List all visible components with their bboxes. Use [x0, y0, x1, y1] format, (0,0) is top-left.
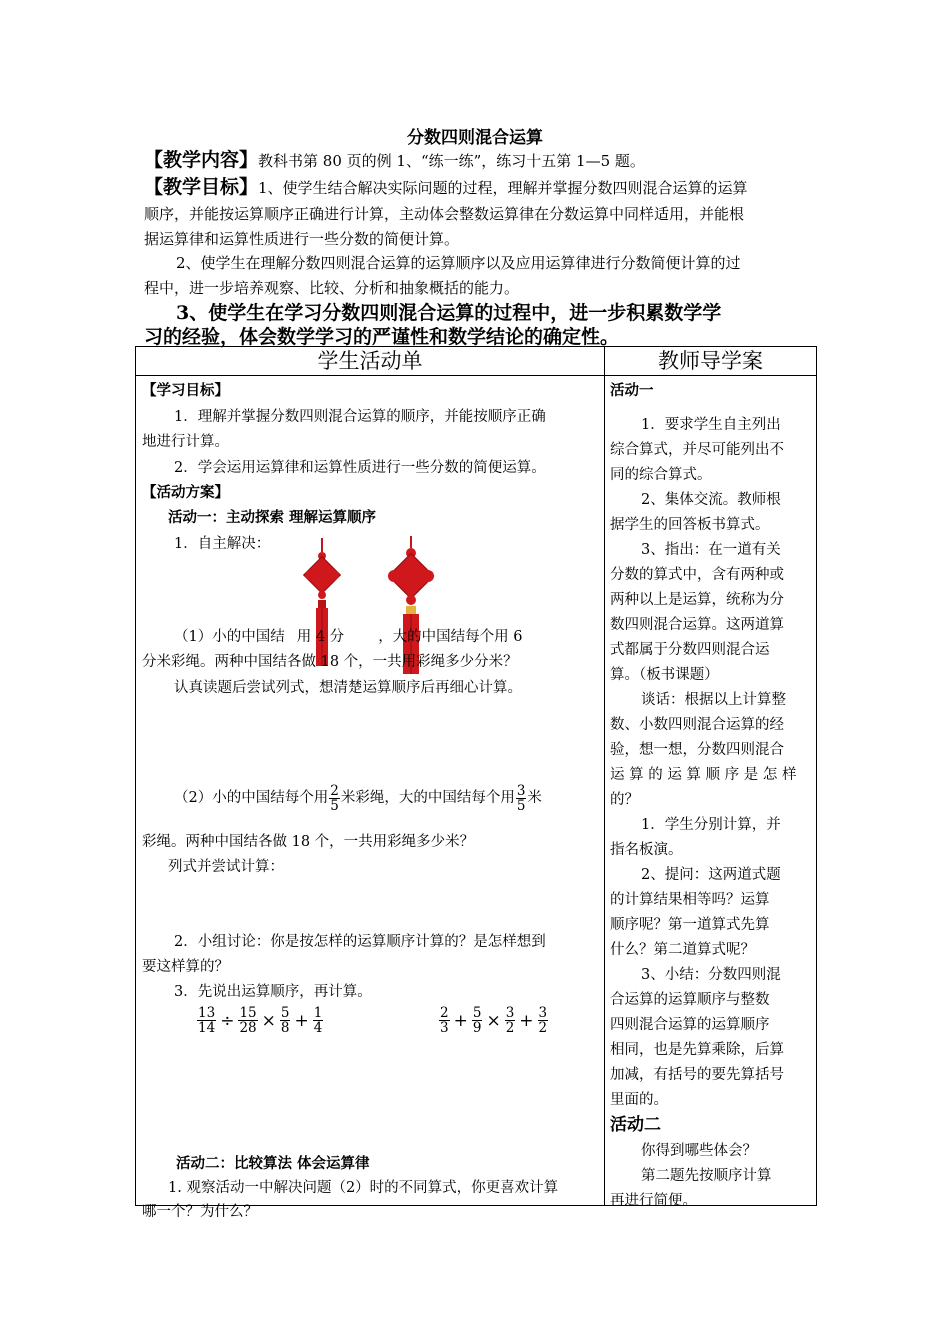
fraction	[313, 1006, 324, 1035]
guide-line: 合运算的运算顺序与整数	[610, 992, 770, 1008]
numerator: 3	[516, 782, 526, 799]
guide-line: 验，想一想，分数四则混合	[610, 742, 784, 758]
study-goal-1-line-2: 地进行计算。	[142, 434, 229, 450]
guide-line: 第二题先按顺序计算	[641, 1168, 772, 1184]
numerator: 5	[280, 1005, 290, 1021]
goal-1-line-3: 据运算律和运算性质进行一些分数的简便计算。	[144, 230, 460, 248]
guide-line: 两种以上是运算，统称为分	[610, 592, 784, 608]
denominator: 14	[198, 1020, 216, 1036]
guide-line: 加减，有括号的要先算括号	[610, 1067, 784, 1083]
denominator: 5	[516, 797, 526, 814]
numerator: 2	[330, 782, 339, 799]
study-goal-head: 【学习目标】	[142, 382, 229, 399]
numerator: 1	[313, 1005, 323, 1021]
small-chinese-knot-image	[301, 538, 343, 668]
expression-2	[438, 1006, 549, 1035]
guide-line: 相同，也是先算乘除，后算	[610, 1042, 784, 1058]
student-activity-cell	[136, 376, 605, 1220]
guide-line: 四则混合运算的运算顺序	[610, 1017, 770, 1033]
study-goal-2: 2．学会运用运算律和运算性质进行一些分数的简便运算。	[174, 460, 546, 476]
question-1-part-b: 用 4 分	[296, 629, 345, 645]
guide-line: 据学生的回答板书算式。	[610, 517, 770, 533]
discussion-line-2: 要这样算的？	[142, 959, 229, 975]
operator: ×	[486, 1010, 501, 1031]
guide-line: 1．要求学生自主列出	[641, 417, 781, 433]
guide-line: 的？	[610, 792, 639, 808]
teaching-goals-head: 【教学目标】	[144, 176, 259, 198]
numerator: 2	[440, 1005, 449, 1021]
page-title: 分数四则混合运算	[407, 128, 543, 148]
guide-activity-1-head: 活动一	[610, 382, 654, 399]
fraction	[505, 1006, 516, 1035]
teacher-guide-cell	[605, 376, 817, 1209]
goal-2-line-2: 程中，进一步培养观察、比较、分析和抽象概括的能力。	[144, 279, 520, 297]
fraction-two-fifths	[329, 784, 340, 813]
numerator: 3	[538, 1005, 548, 1021]
discussion-line-1: 2．小组讨论：你是按怎样的运算顺序计算的？是怎样想到	[174, 934, 546, 950]
denominator: 2	[505, 1020, 515, 1036]
denominator: 9	[472, 1020, 482, 1036]
operator: ×	[261, 1010, 276, 1031]
guide-line: 再进行简便。	[610, 1193, 697, 1209]
denominator: 28	[239, 1020, 257, 1036]
guide-line: 2、集体交流。教师根	[641, 492, 781, 508]
numerator: 13	[198, 1005, 216, 1021]
operator: +	[453, 1010, 468, 1031]
guide-line: 你得到哪些体会？	[641, 1143, 757, 1159]
teaching-content	[144, 147, 814, 174]
fraction	[197, 1006, 216, 1035]
guide-line: 算。（板书课题）	[610, 667, 719, 683]
numerator: 15	[239, 1005, 257, 1021]
goal-3-line-2: 习的经验，体会数学学习的严谨性和数学结论的确定性。	[144, 326, 620, 348]
guide-line: 运 算 的 运 算 顺 序 是 怎 样	[610, 767, 797, 783]
operator: +	[519, 1010, 534, 1031]
fraction-three-fifths	[516, 784, 527, 813]
guide-line: 指名板演。	[610, 842, 683, 858]
guide-line: 2、提问：这两道式题	[641, 867, 781, 883]
guide-line: 分数的算式中，含有两种或	[610, 567, 784, 583]
guide-line: 数四则混合运算。这两道算	[610, 617, 784, 633]
question-2-part-b: 米彩绳，大的中国结每个用	[340, 790, 515, 806]
fraction	[472, 1006, 483, 1035]
fraction	[238, 1006, 257, 1035]
goal-3-line-1: 3、使学生在学习分数四则混合运算的过程中，进一步积累数学学	[176, 302, 722, 324]
self-solve-label: 1．自主解决：	[174, 536, 271, 552]
question-1-part-c: ，大的中国结每个用 6	[378, 629, 523, 645]
denominator: 8	[280, 1020, 290, 1036]
guide-line: 里面的。	[610, 1092, 668, 1108]
activity-plan-head: 【活动方案】	[142, 484, 229, 501]
fraction	[439, 1006, 450, 1035]
question-1-line-3: 认真读题后尝试列式，想清楚运算顺序后再细心计算。	[174, 680, 522, 696]
fraction	[280, 1006, 291, 1035]
goal-1-line-2: 顺序，并能按运算顺序正确进行计算，主动体会整数运算律在分数运算中同样适用，并能根	[144, 205, 745, 223]
student-activity-header: 学生活动单	[136, 347, 605, 376]
question-2-part-a: （2）小的中国结每个用	[174, 790, 329, 806]
guide-line: 的计算结果相等吗？运算	[610, 892, 770, 908]
goal-1-line-1: 1、使学生结合解决实际问题的过程，理解并掌握分数四则混合运算的运算	[258, 179, 748, 197]
fraction	[538, 1006, 549, 1035]
guide-line: 3、小结：分数四则混	[641, 967, 781, 983]
operator: +	[294, 1010, 309, 1031]
teaching-goals	[144, 174, 814, 201]
lesson-table	[135, 346, 817, 1220]
guide-line: 综合算式，并尽可能列出不	[610, 442, 784, 458]
expression-1	[196, 1006, 324, 1035]
teacher-guide-header: 教师导学案	[605, 347, 817, 376]
activity-2-line-1: 1. 观察活动一中解决问题（2）时的不同算式，你更喜欢计算	[168, 1180, 559, 1196]
teaching-content-text: 教科书第 80 页的例 1、“练一练”，练习十五第 1—5 题。	[258, 152, 645, 170]
guide-activity-2-head: 活动二	[610, 1115, 661, 1135]
denominator: 5	[330, 797, 339, 814]
question-2-line-1	[174, 781, 542, 815]
teaching-content-head: 【教学内容】	[144, 149, 259, 171]
guide-line: 什么？第二道算式呢？	[610, 942, 755, 958]
numerator: 5	[472, 1005, 482, 1021]
question-1-line-1	[174, 626, 523, 648]
goal-2-line-1: 2、使学生在理解分数四则混合运算的运算顺序以及应用运算律进行分数简便计算的过	[176, 254, 741, 272]
calc-instruction: 3．先说出运算顺序，再计算。	[174, 984, 372, 1000]
question-2-line-3: 列式并尝试计算：	[168, 859, 284, 875]
question-1-line-2: 分米彩绳。两种中国结各做 18 个，一共用彩绳多少分米？	[142, 654, 518, 670]
denominator: 2	[538, 1020, 548, 1036]
guide-line: 数、小数四则混合运算的经	[610, 717, 784, 733]
guide-line: 3、指出：在一道有关	[641, 542, 781, 558]
guide-line: 同的综合算式。	[610, 467, 712, 483]
guide-line: 谈话：根据以上计算整	[641, 692, 786, 708]
activity-1-head: 活动一：主动探索 理解运算顺序	[168, 509, 377, 526]
activity-2-head: 活动二：比较算法 体会运算律	[176, 1155, 370, 1172]
guide-line: 1．学生分别计算，并	[641, 817, 781, 833]
question-2-line-2: 彩绳。两种中国结各做 18 个，一共用彩绳多少米？	[142, 834, 475, 850]
operator: ÷	[220, 1010, 235, 1031]
guide-line: 顺序呢？第一道算式先算	[610, 917, 770, 933]
denominator: 3	[440, 1020, 449, 1036]
study-goal-1-line-1: 1．理解并掌握分数四则混合运算的顺序，并能按顺序正确	[174, 409, 546, 425]
activity-2-line-2: 哪一个？为什么？	[142, 1204, 258, 1220]
question-1-part-a: （1）小的中国结	[174, 629, 285, 645]
numerator: 3	[505, 1005, 515, 1021]
question-2-part-c: 米	[527, 790, 542, 806]
denominator: 4	[313, 1020, 323, 1036]
guide-line: 式都属于分数四则混合运	[610, 642, 770, 658]
